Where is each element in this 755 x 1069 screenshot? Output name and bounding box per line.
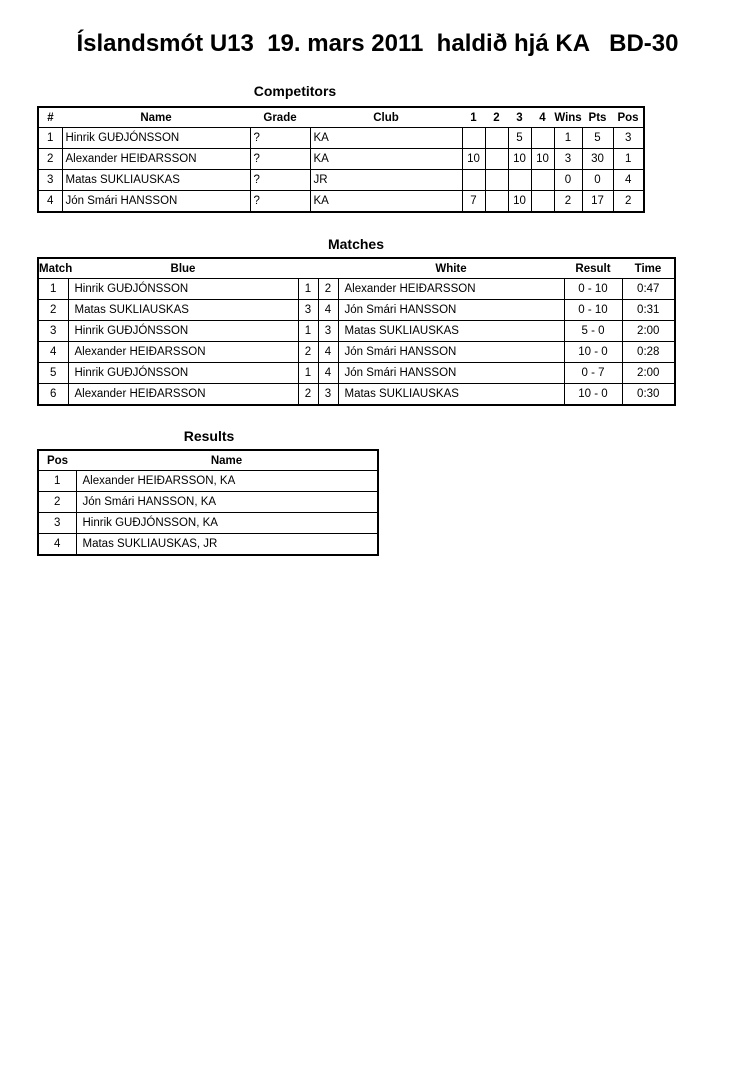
table-row bbox=[38, 128, 644, 149]
competitor-num: 1 bbox=[38, 128, 62, 149]
result-name: Hinrik GUÐJÓNSSON, KA bbox=[76, 513, 378, 534]
col-score-1: 1 bbox=[470, 111, 477, 124]
table-row bbox=[38, 279, 675, 300]
col-club: Club bbox=[373, 111, 399, 124]
table-row bbox=[38, 321, 675, 342]
match-num: 3 bbox=[38, 321, 68, 342]
match-blue-name: Hinrik GUÐJÓNSSON bbox=[68, 363, 298, 384]
match-result: 0 - 10 bbox=[564, 300, 622, 321]
competitor-score-2 bbox=[485, 128, 508, 149]
match-white-num: 4 bbox=[318, 363, 338, 384]
competitor-grade: ? bbox=[250, 191, 310, 213]
competitor-score-1 bbox=[462, 170, 485, 191]
competitor-club: KA bbox=[310, 191, 462, 213]
col-pos: Pos bbox=[617, 111, 639, 124]
competitor-score-3: 10 bbox=[508, 149, 531, 170]
match-blue-name: Alexander HEIÐARSSON bbox=[68, 384, 298, 406]
result-name: Alexander HEIÐARSSON, KA bbox=[76, 471, 378, 492]
competitor-club: KA bbox=[310, 128, 462, 149]
competitor-name: Matas SUKLIAUSKAS bbox=[62, 170, 250, 191]
match-result: 10 - 0 bbox=[564, 384, 622, 406]
match-result: 10 - 0 bbox=[564, 342, 622, 363]
table-row bbox=[38, 492, 378, 513]
match-blue-name: Alexander HEIÐARSSON bbox=[68, 342, 298, 363]
matches-heading: Matches bbox=[327, 236, 385, 252]
match-white-num: 3 bbox=[318, 384, 338, 406]
matches-table bbox=[37, 257, 676, 406]
match-result: 0 - 10 bbox=[564, 279, 622, 300]
match-blue-name: Matas SUKLIAUSKAS bbox=[68, 300, 298, 321]
competitor-pts: 17 bbox=[582, 191, 613, 213]
table-row bbox=[38, 170, 644, 191]
results-heading: Results bbox=[183, 428, 235, 444]
table-row bbox=[38, 534, 378, 556]
competitor-pts: 0 bbox=[582, 170, 613, 191]
match-num: 5 bbox=[38, 363, 68, 384]
col-name: Name bbox=[140, 111, 172, 124]
result-pos: 3 bbox=[38, 513, 76, 534]
results-header-row bbox=[38, 450, 378, 471]
col-time: Time bbox=[634, 262, 662, 275]
match-blue-num: 2 bbox=[298, 342, 318, 363]
table-row bbox=[38, 149, 644, 170]
match-num: 2 bbox=[38, 300, 68, 321]
match-time: 2:00 bbox=[622, 363, 675, 384]
competitor-score-4 bbox=[531, 128, 554, 149]
match-result: 5 - 0 bbox=[564, 321, 622, 342]
table-row bbox=[38, 342, 675, 363]
competitor-pos: 1 bbox=[613, 149, 644, 170]
match-num: 1 bbox=[38, 279, 68, 300]
competitors-table bbox=[37, 106, 645, 213]
table-row bbox=[38, 471, 378, 492]
match-blue-name: Hinrik GUÐJÓNSSON bbox=[68, 279, 298, 300]
competitor-score-1 bbox=[462, 128, 485, 149]
competitor-num: 2 bbox=[38, 149, 62, 170]
table-row bbox=[38, 191, 644, 213]
competitor-grade: ? bbox=[250, 128, 310, 149]
match-white-name: Alexander HEIÐARSSON bbox=[338, 279, 564, 300]
col-score-3: 3 bbox=[516, 111, 523, 124]
match-white-name: Jón Smári HANSSON bbox=[338, 363, 564, 384]
col-results-name: Name bbox=[210, 454, 243, 467]
match-white-name: Jón Smári HANSSON bbox=[338, 342, 564, 363]
col-pts: Pts bbox=[588, 111, 607, 124]
matches-header-row bbox=[38, 258, 675, 279]
match-blue-name: Hinrik GUÐJÓNSSON bbox=[68, 321, 298, 342]
col-results-pos: Pos bbox=[46, 454, 69, 467]
match-time: 0:30 bbox=[622, 384, 675, 406]
competitor-score-1: 7 bbox=[462, 191, 485, 213]
match-white-num: 3 bbox=[318, 321, 338, 342]
match-white-name: Jón Smári HANSSON bbox=[338, 300, 564, 321]
col-num: # bbox=[47, 111, 54, 124]
competitor-wins: 3 bbox=[554, 149, 582, 170]
match-blue-num: 3 bbox=[298, 300, 318, 321]
match-blue-num: 1 bbox=[298, 321, 318, 342]
page-title: Íslandsmót U13 19. mars 2011 haldið hjá KA BD-30 bbox=[76, 30, 679, 57]
competitor-score-2 bbox=[485, 149, 508, 170]
match-white-name: Matas SUKLIAUSKAS bbox=[338, 384, 564, 406]
match-time: 0:47 bbox=[622, 279, 675, 300]
col-match: Match bbox=[39, 262, 73, 275]
competitor-score-1: 10 bbox=[462, 149, 485, 170]
result-pos: 4 bbox=[38, 534, 76, 556]
match-blue-num: 1 bbox=[298, 279, 318, 300]
match-time: 0:31 bbox=[622, 300, 675, 321]
match-time: 2:00 bbox=[622, 321, 675, 342]
result-name: Matas SUKLIAUSKAS, JR bbox=[76, 534, 378, 556]
match-white-num: 4 bbox=[318, 300, 338, 321]
match-num: 6 bbox=[38, 384, 68, 406]
competitors-heading: Competitors bbox=[253, 83, 337, 99]
match-time: 0:28 bbox=[622, 342, 675, 363]
competitor-grade: ? bbox=[250, 149, 310, 170]
table-row bbox=[38, 384, 675, 406]
competitor-score-3: 10 bbox=[508, 191, 531, 213]
competitor-score-4 bbox=[531, 170, 554, 191]
match-blue-num: 1 bbox=[298, 363, 318, 384]
match-white-num: 2 bbox=[318, 279, 338, 300]
table-row bbox=[38, 300, 675, 321]
match-white-num: 4 bbox=[318, 342, 338, 363]
competitor-score-2 bbox=[485, 191, 508, 213]
competitors-header-row bbox=[38, 107, 644, 128]
match-blue-num: 2 bbox=[298, 384, 318, 406]
col-score-2: 2 bbox=[493, 111, 500, 124]
competitor-name: Alexander HEIÐARSSON bbox=[62, 149, 250, 170]
match-result: 0 - 7 bbox=[564, 363, 622, 384]
col-score-4: 4 bbox=[539, 111, 546, 124]
competitor-wins: 1 bbox=[554, 128, 582, 149]
competitor-name: Hinrik GUÐJÓNSSON bbox=[62, 128, 250, 149]
table-row bbox=[38, 513, 378, 534]
match-num: 4 bbox=[38, 342, 68, 363]
competitor-pts: 30 bbox=[582, 149, 613, 170]
competitor-pos: 4 bbox=[613, 170, 644, 191]
competitor-score-4 bbox=[531, 191, 554, 213]
competitor-score-3 bbox=[508, 170, 531, 191]
col-result: Result bbox=[575, 262, 611, 275]
col-white: White bbox=[435, 262, 467, 275]
competitor-name: Jón Smári HANSSON bbox=[62, 191, 250, 213]
col-wins: Wins bbox=[554, 111, 582, 124]
result-pos: 2 bbox=[38, 492, 76, 513]
competitor-club: KA bbox=[310, 149, 462, 170]
col-blue: Blue bbox=[170, 262, 196, 275]
competitor-wins: 2 bbox=[554, 191, 582, 213]
table-row bbox=[38, 363, 675, 384]
competitor-grade: ? bbox=[250, 170, 310, 191]
competitor-score-3: 5 bbox=[508, 128, 531, 149]
result-pos: 1 bbox=[38, 471, 76, 492]
col-grade: Grade bbox=[263, 111, 297, 124]
competitor-pts: 5 bbox=[582, 128, 613, 149]
competitor-pos: 3 bbox=[613, 128, 644, 149]
result-name: Jón Smári HANSSON, KA bbox=[76, 492, 378, 513]
competitor-score-2 bbox=[485, 170, 508, 191]
competitor-wins: 0 bbox=[554, 170, 582, 191]
competitor-num: 3 bbox=[38, 170, 62, 191]
match-white-name: Matas SUKLIAUSKAS bbox=[338, 321, 564, 342]
competitor-club: JR bbox=[310, 170, 462, 191]
results-table bbox=[37, 449, 379, 556]
competitor-num: 4 bbox=[38, 191, 62, 213]
competitor-score-4: 10 bbox=[531, 149, 554, 170]
competitor-pos: 2 bbox=[613, 191, 644, 213]
